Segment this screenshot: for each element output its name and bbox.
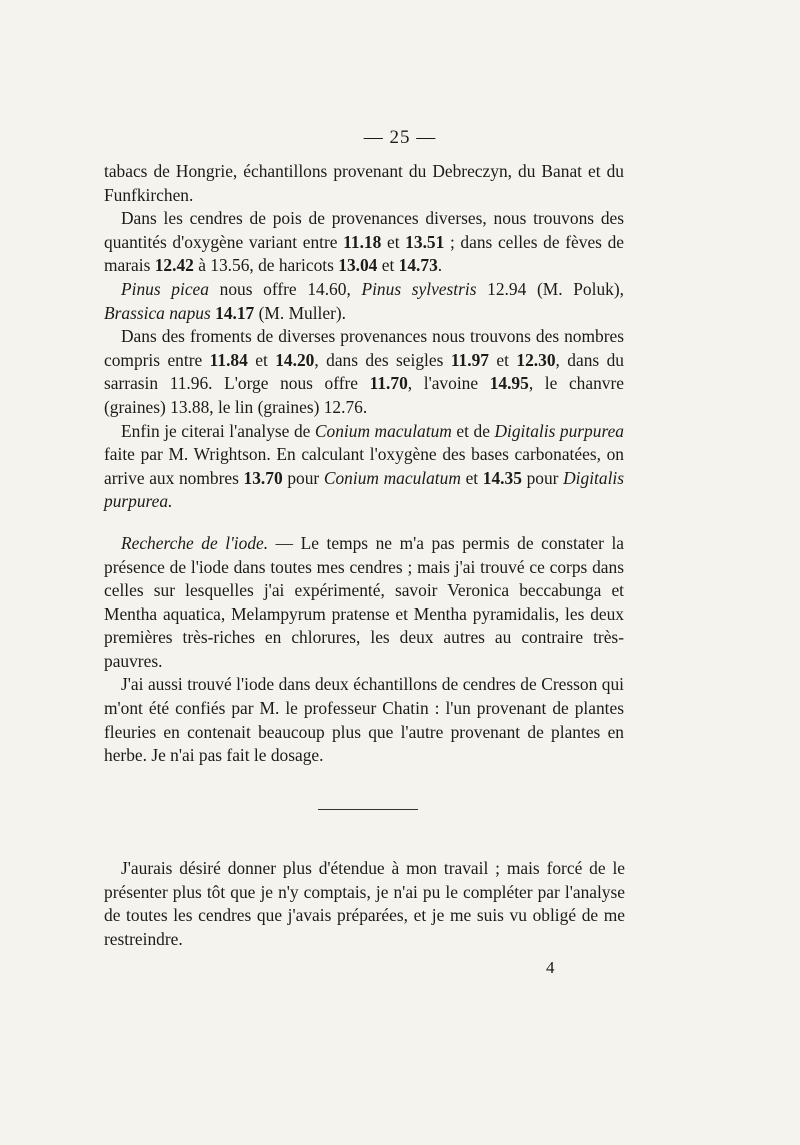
text-segment: — Le temps ne m'a pas permis de constater la présence de l'iode dans toutes mes cendres ; mais j'ai trouvé ce corps dans celles sur lesquelles j'ai expérimenté, savoir Veronica beccabunga et Mentha aquatica, Melampyrum pratense et Mentha pyramidalis, les deux premières très-riches en chlorures, les deux autres au contraire très-pauvres. (104, 532, 624, 671)
text-segment: à 13.56, de haricots (193, 255, 339, 276)
text-segment: 14.73 (398, 255, 438, 276)
text-segment: 11.84 (209, 349, 248, 370)
text-segment: 11.70 (369, 373, 408, 394)
text-segment: nous offre 14.60, (208, 278, 362, 299)
text-segment: et (460, 467, 483, 488)
text-segment: 14.95 (489, 373, 529, 394)
paragraph (104, 278, 624, 325)
closing-text-block (104, 857, 625, 951)
signature-mark: 4 (546, 958, 555, 977)
text-segment: faite par M. Wrightson. En calculant l'oxygène des bases carbonatées, on arrive aux nombres (104, 444, 624, 488)
text-segment: Recherche de l'iode. (121, 532, 269, 553)
text-segment: et (381, 231, 406, 252)
paragraph (104, 325, 624, 419)
text-segment: pour (521, 467, 564, 488)
text-segment: Conium maculatum (323, 467, 461, 488)
text-segment: Dans les cendres de pois de provenances diverses, nous trouvons des quantités d'oxygène variant entre (104, 208, 624, 252)
text-segment: Conium maculatum (314, 420, 452, 441)
text-segment: Digitalis purpurea (494, 420, 624, 441)
text-segment: 13.51 (405, 231, 445, 252)
text-segment: Pinus sylvestris (361, 278, 477, 299)
text-segment: Digitalis purpurea. (104, 467, 625, 512)
text-segment: 13.04 (338, 255, 378, 276)
text-segment: 12.42 (154, 255, 194, 276)
text-segment: J'aurais désiré donner plus d'étendue à mon travail ; mais forcé de le présenter plus tôt que je n'y comptais, je n'ai pu le compléter par l'analyse de toutes les cendres que j'avais préparées, et je me suis vu obligé de me restreindre. (104, 858, 625, 949)
text-segment: 14.17 (215, 302, 255, 323)
text-segment: 13.70 (243, 467, 283, 488)
text-segment: et (488, 349, 517, 370)
text-segment: et de (451, 420, 495, 441)
text-segment: Brassica napus (104, 302, 211, 323)
text-segment: , dans des seigles (314, 349, 451, 370)
paragraph (104, 673, 624, 767)
text-segment: 12.30 (516, 349, 556, 370)
text-segment: tabacs de Hongrie, échantillons provenant du Debreczyn, du Banat et du Funfkirchen. (104, 161, 624, 205)
text-segment: Enfin je citerai l'analyse de (121, 420, 315, 441)
section-divider (318, 809, 418, 810)
text-segment: pour (282, 467, 324, 488)
text-segment: 14.35 (482, 467, 522, 488)
text-segment: (M. Muller). (254, 302, 347, 323)
text-segment: 14.20 (275, 349, 315, 370)
paragraph (104, 857, 625, 951)
text-segment: Dans des froments de diverses provenances nous trouvons des nombres compris entre (104, 326, 624, 370)
text-segment: , le chanvre (graines) 13.88, le lin (graines) 12.76. (104, 373, 624, 417)
paragraph (104, 532, 624, 674)
text-segment: et (377, 255, 399, 276)
paragraph (104, 160, 624, 207)
text-segment: et (247, 349, 276, 370)
paragraph (104, 207, 624, 278)
text-segment: 11.18 (343, 231, 382, 252)
text-segment: 12.94 (M. Poluk), (476, 278, 624, 299)
text-segment: . (437, 255, 443, 276)
text-segment: ; dans celles de fèves de marais (104, 231, 624, 276)
text-segment: 11.97 (450, 349, 489, 370)
text-segment: J'ai aussi trouvé l'iode dans deux échantillons de cendres de Cresson qui m'ont été confiés par M. le professeur Chatin : l'un provenant de plantes fleuries en contenait beaucoup plus que l'autre provenant de plantes en herbe. Je n'ai pas fait le dosage. (104, 674, 624, 766)
page-number: — 25 — (363, 127, 437, 148)
text-segment: , dans du sarrasin 11.96. L'orge nous offre (104, 349, 624, 394)
paragraph (104, 420, 624, 514)
text-segment: , l'avoine (407, 373, 490, 394)
text-segment: Pinus picea (121, 278, 209, 299)
main-text-block (104, 160, 624, 768)
